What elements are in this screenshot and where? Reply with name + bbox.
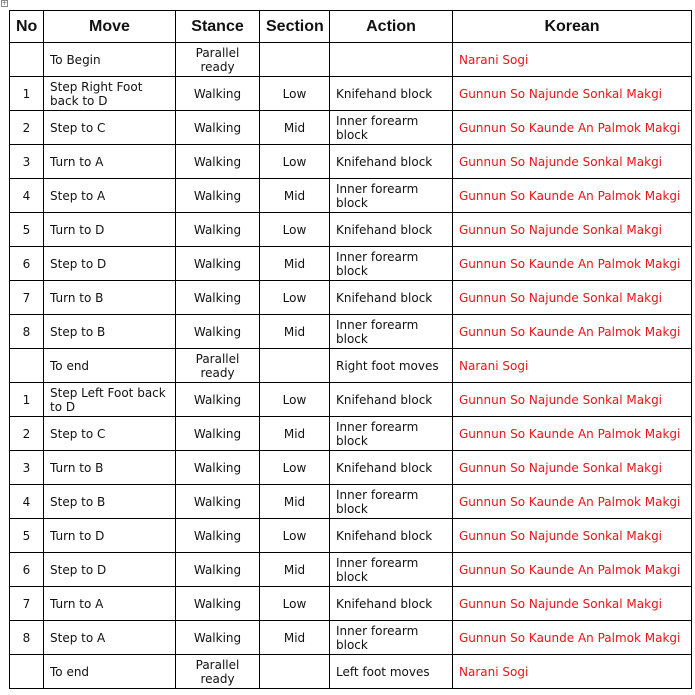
cell-no[interactable]: 8 <box>10 621 44 655</box>
cell-korean[interactable]: Gunnun So Kaunde An Palmok Makgi <box>453 247 692 281</box>
table-row <box>10 43 692 77</box>
cell-korean[interactable]: Gunnun So Najunde Sonkal Makgi <box>453 519 692 553</box>
cell-no[interactable]: 8 <box>10 315 44 349</box>
table-row <box>10 213 692 247</box>
cell-move[interactable]: Step to D <box>44 247 176 281</box>
cell-korean[interactable]: Gunnun So Najunde Sonkal Makgi <box>453 281 692 315</box>
cell-stance[interactable]: Walking <box>176 145 260 179</box>
cell-stance[interactable]: Walking <box>176 621 260 655</box>
cell-section[interactable]: Low <box>260 451 330 485</box>
table-row <box>10 349 692 383</box>
cell-action[interactable]: Knifehand block <box>330 519 453 553</box>
cell-section[interactable]: Mid <box>260 621 330 655</box>
cell-no[interactable] <box>10 43 44 77</box>
cell-action[interactable]: Left foot moves <box>330 655 453 689</box>
cell-korean[interactable]: Gunnun So Kaunde An Palmok Makgi <box>453 179 692 213</box>
header-row <box>10 11 692 43</box>
cell-move[interactable]: Step to D <box>44 553 176 587</box>
cell-section[interactable]: Low <box>260 281 330 315</box>
cell-move[interactable]: Step to A <box>44 621 176 655</box>
cell-action[interactable]: Knifehand block <box>330 587 453 621</box>
table-row <box>10 315 692 349</box>
cell-no[interactable]: 1 <box>10 383 44 417</box>
table-row <box>10 655 692 689</box>
cell-action[interactable]: Knifehand block <box>330 145 453 179</box>
cell-section[interactable]: Mid <box>260 111 330 145</box>
cell-action[interactable]: Knifehand block <box>330 281 453 315</box>
cell-section[interactable]: Mid <box>260 485 330 519</box>
cell-action[interactable]: Inner forearm block <box>330 417 453 451</box>
cell-move[interactable]: Step Left Foot back to D <box>44 383 176 417</box>
cell-no[interactable]: 4 <box>10 485 44 519</box>
table-row <box>10 247 692 281</box>
cell-section[interactable]: Mid <box>260 553 330 587</box>
cell-stance[interactable]: Walking <box>176 247 260 281</box>
cell-stance[interactable]: Walking <box>176 179 260 213</box>
cell-section[interactable]: Mid <box>260 417 330 451</box>
cell-action[interactable] <box>330 43 453 77</box>
cell-action[interactable]: Inner forearm block <box>330 315 453 349</box>
cell-stance[interactable]: Parallel ready <box>176 43 260 77</box>
table-row <box>10 179 692 213</box>
header-korean: Korean <box>453 11 692 43</box>
cell-no[interactable]: 7 <box>10 587 44 621</box>
cell-section[interactable] <box>260 349 330 383</box>
cell-no[interactable]: 3 <box>10 451 44 485</box>
cell-section[interactable] <box>260 655 330 689</box>
table-row <box>10 553 692 587</box>
table-row <box>10 383 692 417</box>
header-stance: Stance <box>176 11 260 43</box>
cell-move[interactable]: Step Right Foot back to D <box>44 77 176 111</box>
cell-no[interactable]: 4 <box>10 179 44 213</box>
cell-korean[interactable]: Gunnun So Najunde Sonkal Makgi <box>453 145 692 179</box>
cell-korean[interactable]: Gunnun So Kaunde An Palmok Makgi <box>453 111 692 145</box>
cell-section[interactable]: Low <box>260 145 330 179</box>
cell-stance[interactable]: Walking <box>176 213 260 247</box>
table-move-handle-icon[interactable]: + <box>2 0 8 7</box>
pattern-table <box>9 10 692 689</box>
cell-korean[interactable]: Narani Sogi <box>453 655 692 689</box>
cell-korean[interactable]: Gunnun So Najunde Sonkal Makgi <box>453 77 692 111</box>
table-row <box>10 519 692 553</box>
cell-korean[interactable]: Gunnun So Najunde Sonkal Makgi <box>453 451 692 485</box>
cell-no[interactable]: 5 <box>10 519 44 553</box>
cell-move[interactable]: Turn to D <box>44 213 176 247</box>
cell-no[interactable] <box>10 349 44 383</box>
cell-move[interactable]: Step to A <box>44 179 176 213</box>
cell-move[interactable]: Step to B <box>44 485 176 519</box>
cell-move[interactable]: Turn to A <box>44 587 176 621</box>
cell-stance[interactable]: Walking <box>176 417 260 451</box>
cell-korean[interactable]: Gunnun So Kaunde An Palmok Makgi <box>453 417 692 451</box>
cell-action[interactable]: Inner forearm block <box>330 247 453 281</box>
cell-action[interactable]: Inner forearm block <box>330 111 453 145</box>
cell-move[interactable]: Step to C <box>44 111 176 145</box>
cell-stance[interactable]: Walking <box>176 383 260 417</box>
cell-korean[interactable]: Gunnun So Najunde Sonkal Makgi <box>453 587 692 621</box>
table-row <box>10 145 692 179</box>
table-row <box>10 587 692 621</box>
cell-stance[interactable]: Walking <box>176 519 260 553</box>
cell-section[interactable]: Low <box>260 213 330 247</box>
cell-section[interactable]: Low <box>260 587 330 621</box>
table-row <box>10 485 692 519</box>
table-row <box>10 621 692 655</box>
cell-no[interactable]: 5 <box>10 213 44 247</box>
cell-action[interactable]: Right foot moves <box>330 349 453 383</box>
header-section: Section <box>260 11 330 43</box>
cell-stance[interactable]: Parallel ready <box>176 655 260 689</box>
cell-no[interactable]: 6 <box>10 247 44 281</box>
cell-stance[interactable]: Walking <box>176 587 260 621</box>
cell-korean[interactable]: Gunnun So Najunde Sonkal Makgi <box>453 383 692 417</box>
cell-no[interactable]: 6 <box>10 553 44 587</box>
table-row <box>10 77 692 111</box>
header-no: No <box>10 11 44 43</box>
cell-section[interactable]: Mid <box>260 315 330 349</box>
cell-move[interactable]: To end <box>44 349 176 383</box>
table-row <box>10 111 692 145</box>
table-row <box>10 281 692 315</box>
cell-no[interactable]: 1 <box>10 77 44 111</box>
cell-no[interactable]: 7 <box>10 281 44 315</box>
cell-stance[interactable]: Walking <box>176 451 260 485</box>
cell-stance[interactable]: Walking <box>176 553 260 587</box>
cell-korean[interactable]: Gunnun So Kaunde An Palmok Makgi <box>453 485 692 519</box>
cell-action[interactable]: Knifehand block <box>330 383 453 417</box>
cell-move[interactable]: Turn to B <box>44 451 176 485</box>
cell-action[interactable]: Knifehand block <box>330 213 453 247</box>
cell-section[interactable]: Mid <box>260 247 330 281</box>
cell-action[interactable]: Inner forearm block <box>330 621 453 655</box>
cell-action[interactable]: Inner forearm block <box>330 485 453 519</box>
cell-stance[interactable]: Walking <box>176 315 260 349</box>
cell-section[interactable]: Low <box>260 77 330 111</box>
cell-stance[interactable]: Walking <box>176 111 260 145</box>
cell-move[interactable]: Step to C <box>44 417 176 451</box>
table-row <box>10 451 692 485</box>
cell-section[interactable]: Low <box>260 519 330 553</box>
cell-korean[interactable]: Gunnun So Najunde Sonkal Makgi <box>453 213 692 247</box>
cell-action[interactable]: Inner forearm block <box>330 179 453 213</box>
cell-stance[interactable]: Walking <box>176 485 260 519</box>
cell-no[interactable]: 3 <box>10 145 44 179</box>
cell-move[interactable]: Turn to A <box>44 145 176 179</box>
header-action: Action <box>330 11 453 43</box>
cell-move[interactable]: Turn to B <box>44 281 176 315</box>
cell-move[interactable]: Step to B <box>44 315 176 349</box>
cell-section[interactable]: Low <box>260 383 330 417</box>
cell-stance[interactable]: Walking <box>176 281 260 315</box>
cell-action[interactable]: Inner forearm block <box>330 553 453 587</box>
cell-action[interactable]: Knifehand block <box>330 451 453 485</box>
cell-move[interactable]: Turn to D <box>44 519 176 553</box>
table-row <box>10 417 692 451</box>
cell-section[interactable]: Mid <box>260 179 330 213</box>
cell-no[interactable]: 2 <box>10 417 44 451</box>
cell-action[interactable]: Knifehand block <box>330 77 453 111</box>
cell-korean[interactable]: Narani Sogi <box>453 349 692 383</box>
cell-move[interactable]: To Begin <box>44 43 176 77</box>
header-move: Move <box>44 11 176 43</box>
cell-stance[interactable]: Walking <box>176 77 260 111</box>
cell-korean[interactable]: Gunnun So Kaunde An Palmok Makgi <box>453 553 692 587</box>
cell-no[interactable] <box>10 655 44 689</box>
cell-korean[interactable]: Narani Sogi <box>453 43 692 77</box>
cell-korean[interactable]: Gunnun So Kaunde An Palmok Makgi <box>453 621 692 655</box>
cell-section[interactable] <box>260 43 330 77</box>
cell-stance[interactable]: Parallel ready <box>176 349 260 383</box>
cell-no[interactable]: 2 <box>10 111 44 145</box>
cell-move[interactable]: To end <box>44 655 176 689</box>
cell-korean[interactable]: Gunnun So Kaunde An Palmok Makgi <box>453 315 692 349</box>
